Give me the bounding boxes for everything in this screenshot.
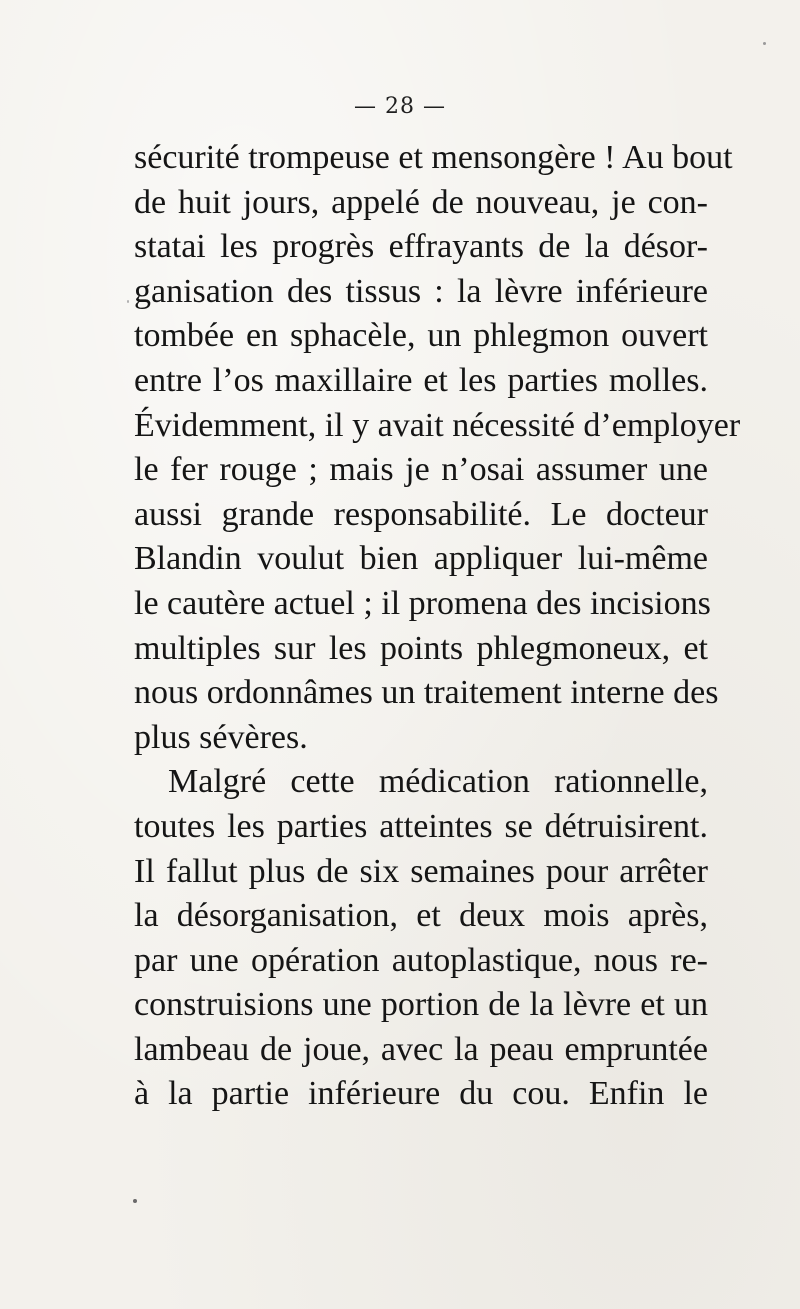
paragraph-start-line: Malgré cette médication rationnelle, [168, 763, 708, 801]
text-line: Blandin voulut bien appliquer lui-même [134, 540, 708, 578]
text-line: lambeau de joue, avec la peau empruntée [134, 1030, 708, 1068]
text-line: tombée en sphacèle, un phlegmon ouvert [134, 317, 708, 355]
body-text [134, 136, 741, 1117]
paragraph-end-line: plus sévères. [134, 718, 308, 756]
text-line: statai les progrès effrayants de la désor- [134, 228, 708, 266]
text-line: multiples sur les points phlegmoneux, et [134, 629, 708, 667]
text-line: la désorganisation, et deux mois après, [134, 897, 708, 935]
text-line: toutes les parties atteintes se détruisirent. [134, 807, 708, 845]
text-line: nous ordonnâmes un traitement interne des [134, 674, 719, 712]
text-line: Il fallut plus de six semaines pour arrêter [134, 852, 708, 890]
text-line: de huit jours, appelé de nouveau, je con- [134, 183, 708, 221]
text-line: aussi grande responsabilité. Le docteur [134, 495, 708, 533]
text-line: sécurité trompeuse et mensongère ! Au bout [134, 139, 733, 176]
page-number: — 28 — [354, 94, 446, 119]
text-line: le fer rouge ; mais je n’osai assumer une [134, 451, 708, 489]
text-line: construisions une portion de la lèvre et un [134, 986, 708, 1024]
text-line: entre l’os maxillaire et les parties molles. [134, 361, 708, 399]
text-line: par une opération autoplastique, nous re- [134, 941, 708, 979]
paper-speck [127, 300, 129, 303]
text-line: ganisation des tissus : la lèvre inférieure [134, 272, 708, 310]
paper-speck [133, 1199, 137, 1203]
text-line: Évidemment, il y avait nécessité d’employer [134, 406, 741, 444]
text-line: le cautère actuel ; il promena des incisions [134, 584, 711, 622]
text-line: à la partie inférieure du cou. Enfin le [134, 1075, 708, 1113]
paper-speck [763, 42, 766, 45]
